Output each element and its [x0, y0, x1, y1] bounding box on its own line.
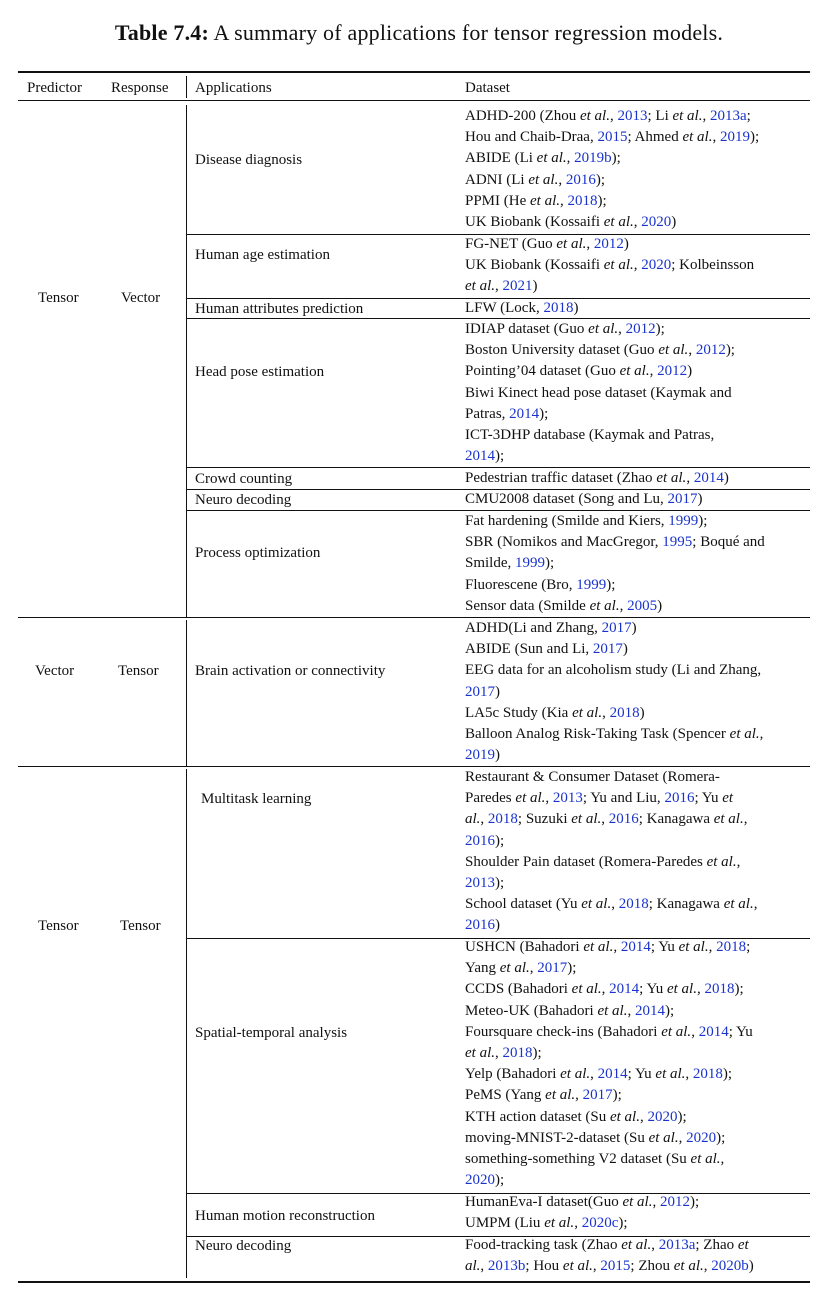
- dataset-line: moving-MNIST-2-dataset (Su et al., 2020);: [465, 1129, 726, 1146]
- citation-year-link[interactable]: 2020b: [711, 1258, 749, 1275]
- dataset-line: ABIDE (Li et al., 2019b);: [465, 150, 621, 167]
- group-divider: [186, 105, 187, 617]
- dataset-line: Foursquare check-ins (Bahadori et al., 2014; Yu: [465, 1023, 753, 1040]
- dataset-list: [465, 234, 805, 298]
- citation-year-link[interactable]: 2014: [465, 448, 495, 465]
- dataset-line: Pedestrian traffic dataset (Zhao et al., 2014): [465, 470, 729, 486]
- citation-year-link[interactable]: 2018: [692, 1066, 723, 1083]
- citation-year-link[interactable]: 2017: [465, 683, 495, 700]
- dataset-line: FG-NET (Guo et al., 2012): [465, 236, 629, 252]
- dataset-line: Pointing’04 dataset (Guo et al., 2012): [465, 363, 693, 380]
- citation-year-link[interactable]: 2016: [664, 790, 695, 807]
- citation-year-link[interactable]: 2021: [502, 278, 533, 295]
- citation-year-link[interactable]: 2015: [597, 129, 628, 146]
- citation-year-link[interactable]: 2014: [509, 405, 540, 422]
- header-response: Response: [111, 80, 169, 96]
- dataset-line: 2016);: [465, 832, 505, 849]
- dataset-line: 2019): [465, 747, 500, 764]
- dataset-line: Hou and Chaib-Draa, 2015; Ahmed et al., 2019);: [465, 129, 760, 146]
- dataset-line: Shoulder Pain dataset (Romera-Paredes et al.,: [465, 853, 741, 870]
- citation-year-link[interactable]: 2019: [719, 129, 750, 146]
- dataset-line: EEG data for an alcoholism study (Li and Zhang,: [465, 662, 762, 679]
- citation-year-link[interactable]: 2018: [704, 981, 735, 998]
- dataset-line: KTH action dataset (Su et al., 2020);: [465, 1108, 687, 1125]
- dataset-line: USHCN (Bahadori et al., 2014; Yu et al., 2018;: [465, 939, 751, 955]
- citation-year-link[interactable]: 2005: [627, 597, 658, 614]
- dataset-list: [465, 319, 805, 467]
- citation-year-link[interactable]: 2018: [609, 704, 640, 721]
- dataset-list: [465, 937, 805, 1191]
- citation-year-link[interactable]: 2018: [543, 300, 574, 316]
- dataset-list: [465, 618, 805, 766]
- citation-year-link[interactable]: 2013: [617, 108, 648, 124]
- application-name: Spatial-temporal analysis: [195, 1025, 348, 1041]
- dataset-line: PPMI (He et al., 2018);: [465, 192, 607, 209]
- table-label: Table 7.4:: [114, 20, 209, 45]
- dataset-line: Sensor data (Smilde et al., 2005): [465, 597, 663, 614]
- application-name: Multitask learning: [201, 791, 312, 807]
- dataset-line: 2017): [465, 683, 500, 700]
- dataset-line: Meteo-UK (Bahadori et al., 2014);: [465, 1002, 675, 1019]
- dataset-line: HumanEva-I dataset(Guo et al., 2012);: [465, 1194, 700, 1210]
- header-predictor: Predictor: [27, 80, 82, 96]
- citation-year-link[interactable]: 2014: [634, 1002, 665, 1019]
- dataset-line: ADHD(Li and Zhang, 2017): [465, 620, 637, 636]
- dataset-line: 2016): [465, 917, 500, 934]
- citation-year-link[interactable]: 2020: [641, 257, 672, 274]
- citation-year-link[interactable]: 2016: [608, 811, 639, 828]
- dataset-line: SBR (Nomikos and MacGregor, 1995; Boqué and: [465, 534, 765, 551]
- application-name: Human age estimation: [195, 247, 330, 263]
- application-name: Process optimization: [195, 545, 321, 561]
- citation-year-link[interactable]: 2013a: [658, 1237, 696, 1253]
- dataset-line: Patras, 2014);: [465, 405, 549, 422]
- dataset-line: Boston University dataset (Guo et al., 2012);: [465, 342, 735, 359]
- citation-year-link[interactable]: 2014: [693, 470, 724, 486]
- header-dataset: Dataset: [465, 80, 510, 96]
- dataset-line: Balloon Analog Risk-Taking Task (Spencer et al.,: [465, 726, 764, 743]
- dataset-line: CMU2008 dataset (Song and Lu, 2017): [465, 491, 703, 507]
- citation-year-link[interactable]: 2016: [465, 832, 495, 849]
- dataset-list: [465, 298, 805, 319]
- dataset-list: [465, 767, 805, 937]
- dataset-line: LA5c Study (Kia et al., 2018): [465, 704, 645, 721]
- citation-year-link[interactable]: 2014: [698, 1023, 729, 1040]
- application-name: Head pose estimation: [195, 364, 325, 380]
- citation-year-link[interactable]: 2017: [601, 620, 632, 636]
- dataset-line: UK Biobank (Kossaifi et al., 2020): [465, 214, 677, 231]
- dataset-line: Yang et al., 2017);: [465, 960, 577, 977]
- citation-year-link[interactable]: 2020: [465, 1172, 495, 1189]
- citation-year-link[interactable]: 2016: [565, 171, 596, 188]
- citation-year-link[interactable]: 2014: [620, 939, 651, 955]
- header-divider: [186, 76, 187, 98]
- application-name: Human motion reconstruction: [195, 1208, 375, 1224]
- dataset-line: al., 2013b; Hou et al., 2015; Zhou et al., 2020b): [465, 1258, 754, 1275]
- dataset-line: Paredes et al., 2013; Yu and Liu, 2016; Yu et: [465, 790, 734, 807]
- group-response: Tensor: [118, 663, 159, 679]
- dataset-list: [465, 1235, 805, 1277]
- dataset-line: School dataset (Yu et al., 2018; Kanagawa et al.,: [465, 896, 758, 913]
- application-name: Human attributes prediction: [195, 301, 364, 317]
- dataset-line: Smilde, 1999);: [465, 555, 555, 572]
- citation-year-link[interactable]: 2020: [641, 214, 672, 231]
- group-divider: [186, 620, 187, 766]
- citation-year-link[interactable]: 2012: [659, 1194, 690, 1210]
- dataset-line: something-something V2 dataset (Su et al.,: [465, 1151, 725, 1168]
- dataset-line: Fluorescene (Bro, 1999);: [465, 576, 616, 593]
- dataset-line: UMPM (Liu et al., 2020c);: [465, 1215, 628, 1232]
- citation-year-link[interactable]: 2019: [465, 747, 495, 764]
- dataset-list: [465, 511, 805, 617]
- bottom-rule: [18, 1281, 810, 1283]
- group-predictor: Tensor: [38, 918, 79, 934]
- application-name: Neuro decoding: [195, 492, 292, 508]
- dataset-line: PeMS (Yang et al., 2017);: [465, 1087, 622, 1104]
- citation-year-link[interactable]: 2018: [716, 939, 747, 955]
- citation-year-link[interactable]: 2013: [552, 790, 583, 807]
- group-divider: [186, 769, 187, 1278]
- citation-year-link[interactable]: 2017: [537, 960, 568, 977]
- dataset-line: ICT-3DHP database (Kaymak and Patras,: [465, 427, 715, 444]
- dataset-line: ABIDE (Sun and Li, 2017): [465, 641, 628, 658]
- citation-year-link[interactable]: 2018: [618, 896, 649, 913]
- group-predictor: Vector: [35, 663, 75, 679]
- dataset-line: 2020);: [465, 1172, 505, 1189]
- dataset-line: IDIAP dataset (Guo et al., 2012);: [465, 321, 665, 337]
- citation-year-link[interactable]: 2012: [695, 342, 726, 359]
- citation-year-link[interactable]: 2018: [502, 1045, 533, 1062]
- group-response: Tensor: [120, 918, 161, 934]
- citation-year-link[interactable]: 2019b: [574, 150, 612, 167]
- citation-year-link[interactable]: 1995: [662, 534, 693, 551]
- citation-year-link[interactable]: 2013a: [709, 108, 747, 124]
- citation-year-link[interactable]: 1999: [576, 576, 607, 593]
- citation-year-link[interactable]: 2020: [647, 1108, 678, 1125]
- dataset-line: 2013);: [465, 875, 505, 892]
- citation-year-link[interactable]: 2015: [600, 1258, 631, 1275]
- dataset-line: UK Biobank (Kossaifi et al., 2020; Kolbeinsson: [465, 257, 755, 274]
- citation-year-link[interactable]: 2016: [465, 917, 495, 934]
- dataset-line: ADNI (Li et al., 2016);: [465, 171, 605, 188]
- dataset-line: 2014);: [465, 448, 505, 465]
- application-name: Neuro decoding: [195, 1238, 292, 1254]
- dataset-line: Food-tracking task (Zhao et al., 2013a; Zhao et: [465, 1237, 749, 1253]
- table-title: A summary of applications for tensor regression models.: [213, 20, 724, 45]
- citation-year-link[interactable]: 2012: [657, 363, 688, 380]
- table-caption: [0, 20, 838, 46]
- dataset-line: Biwi Kinect head pose dataset (Kaymak and: [465, 384, 732, 401]
- citation-year-link[interactable]: 2014: [609, 981, 640, 998]
- citation-year-link[interactable]: 2013b: [487, 1258, 526, 1275]
- header-applications: Applications: [195, 80, 272, 96]
- citation-year-link[interactable]: 2012: [625, 321, 656, 337]
- dataset-list: [465, 1192, 805, 1234]
- dataset-line: et al., 2021): [465, 278, 538, 295]
- header-rule: [18, 100, 810, 101]
- citation-year-link[interactable]: 1999: [668, 513, 699, 529]
- citation-year-link[interactable]: 2020: [686, 1129, 717, 1146]
- group-response: Vector: [121, 290, 161, 306]
- dataset-line: LFW (Lock, 2018): [465, 300, 579, 316]
- citation-year-link[interactable]: 2017: [667, 491, 698, 507]
- citation-year-link[interactable]: 2020c: [581, 1215, 619, 1232]
- citation-year-link[interactable]: 2017: [582, 1087, 613, 1104]
- dataset-line: Restaurant & Consumer Dataset (Romera-: [465, 769, 720, 785]
- dataset-line: Yelp (Bahadori et al., 2014; Yu et al., 2018);: [465, 1066, 733, 1083]
- citation-year-link[interactable]: 2018: [487, 811, 518, 828]
- citation-year-link[interactable]: 2014: [597, 1066, 628, 1083]
- dataset-line: CCDS (Bahadori et al., 2014; Yu et al., 2018);: [465, 981, 744, 998]
- group-predictor: Tensor: [38, 290, 79, 306]
- application-name: Brain activation or connectivity: [195, 663, 386, 679]
- dataset-line: al., 2018; Suzuki et al., 2016; Kanagawa et al.,: [465, 811, 748, 828]
- application-name: Crowd counting: [195, 471, 293, 487]
- citation-year-link[interactable]: 2018: [567, 192, 598, 209]
- top-rule: [18, 71, 810, 73]
- citation-year-link[interactable]: 2012: [593, 236, 624, 252]
- dataset-list: [465, 106, 805, 233]
- dataset-list: [465, 468, 805, 489]
- dataset-line: ADHD-200 (Zhou et al., 2013; Li et al., 2013a;: [465, 108, 751, 124]
- citation-year-link[interactable]: 1999: [515, 555, 546, 572]
- dataset-list: [465, 489, 805, 510]
- citation-year-link[interactable]: 2013: [465, 875, 495, 892]
- application-name: Disease diagnosis: [195, 152, 303, 168]
- dataset-line: Fat hardening (Smilde and Kiers, 1999);: [465, 513, 708, 529]
- dataset-line: et al., 2018);: [465, 1045, 542, 1062]
- citation-year-link[interactable]: 2017: [592, 641, 623, 658]
